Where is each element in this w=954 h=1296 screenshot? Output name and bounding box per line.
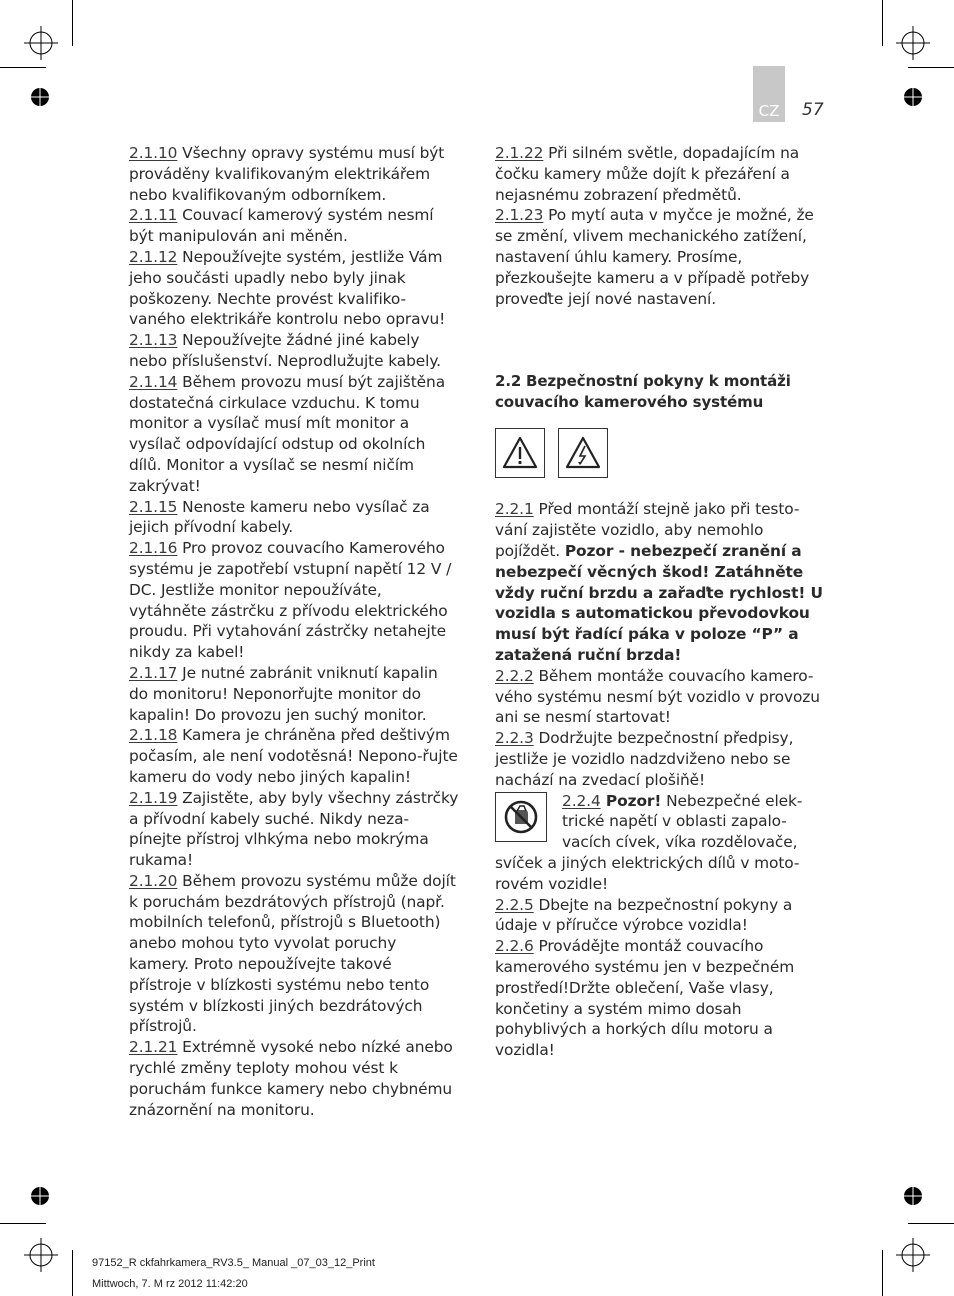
language-tab-label: CZ	[758, 102, 780, 120]
registration-mark-icon	[24, 26, 58, 60]
paragraph-number: 2.1.17	[129, 663, 178, 682]
section-heading-line2: couvacího kamerového systému	[495, 393, 764, 412]
paragraph-text: Před montáží stejně jako při testo-vání zajistěte vozidlo, aby nemohlo pojíždět.	[495, 500, 800, 560]
paragraph-2-1-11	[129, 205, 459, 247]
registration-mark-icon	[896, 1238, 930, 1272]
paragraph-text: Couvací kamerový systém nesmí být manipulován ani měněn.	[129, 206, 434, 246]
left-column	[129, 143, 459, 1120]
paragraph-2-2-1	[495, 499, 825, 665]
paragraph-number: 2.1.12	[129, 247, 178, 266]
paragraph-text: Je nutné zabránit vniknutí kapalin do monitoru! Neponorřujte monitor do kapalin! Do provozu jen suchý monitor.	[129, 663, 438, 724]
paragraph-number: 2.1.19	[129, 788, 178, 807]
footer-filename: 97152_R ckfahrkamera_RV3.5_ Manual _07_03_12_Print	[92, 1257, 375, 1269]
paragraph-text: Dbejte na bezpečnostní pokyny a údaje v příručce výrobce vozidla!	[495, 895, 793, 935]
paragraph-number: 2.1.10	[129, 144, 178, 162]
right-column	[495, 143, 825, 1061]
footer-timestamp: Mittwoch, 7. M rz 2012 11:42:20	[92, 1278, 248, 1290]
paragraph-2-2-2	[495, 666, 825, 728]
paragraph-2-1-10	[129, 143, 459, 205]
paragraph-text: Nebezpečné elek-trické napětí v oblasti zapalo-vacích cívek, víka rozdělovače, svíček a jiných elektrických dílů v moto-rovém vozidle!	[495, 791, 803, 893]
registration-dot-icon	[30, 87, 50, 107]
paragraph-text: Po mytí auta v myčce je možné, že se změní, vlivem mechanického zatížení, nastavení úhlu kamery. Prosíme, přezkoušejte kameru a v případě potřeby proveďte její nové nastavení.	[495, 206, 814, 308]
paragraph-text: Provádějte montáž couvacího kamerového systému jen v bezpečném prostředí!Držte oblečení, Vaše vlasy, končetiny a systém mimo dosah pohyblivých a horkých dílu motoru a vozidla!	[495, 937, 795, 1060]
paragraph-2-2-6	[495, 936, 825, 1061]
paragraph-2-1-12	[129, 247, 459, 330]
section-heading-number: 2.2	[495, 372, 522, 391]
crop-mark	[0, 1223, 46, 1224]
paragraph-2-2-4	[495, 791, 825, 895]
paragraph-2-1-13	[129, 330, 459, 372]
paragraph-bold-text: Pozor!	[600, 791, 662, 810]
paragraph-2-2-3	[495, 728, 825, 790]
registration-dot-icon	[903, 87, 923, 107]
crop-mark	[908, 67, 954, 68]
paragraph-number: 2.2.4	[562, 791, 601, 810]
paragraph-number: 2.1.21	[129, 1038, 178, 1057]
no-electric-contact-icon	[495, 792, 547, 842]
paragraph-number: 2.1.20	[129, 871, 178, 890]
paragraph-bold-text: Pozor - nebezpečí zranění a nebezpečí věcných škod! Zatáhněte vždy ruční brzdu a zařaďte rychlost! U vozidla s automatickou převodovkou musí být řadící páka v poloze “P” a zatažená ruční brzda!	[495, 541, 823, 664]
crop-mark	[908, 1223, 954, 1224]
crop-mark	[72, 0, 73, 46]
paragraph-text: Při silném světle, dopadajícím na čočku kamery může dojít k přezáření a nejasnému zobrazení předmětů.	[495, 144, 800, 204]
paragraph-text: Během provozu musí být zajištěna dostatečná cirkulace vzduchu. K tomu monitor a vysílač musí mít monitor a vysílač odpovídající odstup od okolních dílů. Monitor a vysílač se nesmí ničím zakrývat!	[129, 372, 446, 495]
paragraph-number: 2.2.5	[495, 895, 534, 914]
crop-mark	[882, 1250, 883, 1296]
right-column-top	[495, 143, 825, 309]
crop-mark	[72, 1250, 73, 1296]
paragraph-text: Během provozu systému může dojít k poruchám bezdrátových přístrojů (např. mobilních telefonů, přístrojů s Bluetooth) anebo mohou tyto vyvolat poruchy kamery. Proto nepoužívejte takové přístroje v blízkosti systému nebo tento systém v blízkosti jiných bezdrátových přístrojů.	[129, 871, 456, 1036]
paragraph-2-1-22	[495, 143, 825, 205]
high-voltage-icon	[558, 428, 608, 478]
warning-icons	[495, 428, 825, 478]
paragraph-number: 2.1.18	[129, 726, 178, 745]
paragraph-number: 2.1.15	[129, 497, 178, 516]
paragraph-number: 2.2.2	[495, 666, 534, 685]
paragraph-text: Pro provoz couvacího Kamerového systému je zapotřebí vstupní napětí 12 V / DC. Jestliže monitor nepoužíváte, vytáhněte zástrčku z přívodu elektrického proudu. Při vytahování zástrčky netahejte nikdy za kabel!	[129, 539, 452, 662]
paragraph-2-2-5	[495, 895, 825, 937]
paragraph-text: Kamera je chráněna před deštivým počasím, ale není vodotěsná! Nepono-řujte kameru do vody nebo jiných kapalin!	[129, 726, 458, 786]
page-number: 57	[802, 100, 824, 120]
registration-mark-icon	[24, 1238, 58, 1272]
paragraph-2-1-18	[129, 725, 459, 787]
paragraph-2-1-21	[129, 1037, 459, 1120]
paragraph-number: 2.1.16	[129, 539, 178, 558]
paragraph-2-1-15	[129, 497, 459, 539]
paragraph-2-1-14	[129, 372, 459, 497]
paragraph-2-1-17	[129, 663, 459, 725]
paragraph-2-1-20	[129, 871, 459, 1037]
paragraph-text: Extrémně vysoké nebo nízké anebo rychlé změny teploty mohou vést k poruchám funkce kamery nebo chybnému znázornění na monitoru.	[129, 1038, 453, 1119]
section-heading	[495, 371, 825, 392]
paragraph-text: Dodržujte bezpečnostní předpisy, jestliže je vozidlo nadzdviženo nebo se nachází na zvedací plošiňě!	[495, 729, 794, 789]
registration-dot-icon	[903, 1186, 923, 1206]
paragraph-number: 2.2.3	[495, 729, 534, 748]
paragraph-2-1-16	[129, 538, 459, 663]
warning-triangle-icon	[495, 428, 545, 478]
crop-mark	[0, 67, 46, 68]
paragraph-2-1-19	[129, 788, 459, 871]
registration-mark-icon	[896, 26, 930, 60]
paragraph-number: 2.1.13	[129, 331, 178, 350]
crop-mark	[882, 0, 883, 46]
paragraph-text: Nenoste kameru nebo vysílač za jejich přívodní kabely.	[129, 497, 430, 537]
paragraph-number: 2.1.23	[495, 206, 544, 225]
paragraph-text: Zajistěte, aby byly všechny zástrčky a přívodní kabely suché. Nikdy neza-pínejte přístroj vlhkýma nebo mokrýma rukama!	[129, 788, 459, 870]
paragraph-number: 2.1.14	[129, 372, 178, 391]
paragraph-number: 2.2.1	[495, 500, 534, 519]
paragraph-number: 2.2.6	[495, 937, 534, 956]
paragraph-text: Nepoužívejte systém, jestliže Vám jeho součásti upadly nebo byly jinak poškozeny. Nechte provést kvalifiko-vaného elektrikáře kontrolu nebo opravu!	[129, 247, 446, 329]
section-heading-line1: Bezpečnostní pokyny k montáži	[526, 372, 791, 391]
paragraph-number: 2.1.11	[129, 206, 178, 225]
paragraph-text: Všechny opravy systému musí být prováděny kvalifikovaným elektrikářem nebo kvalifikovaným odborníkem.	[129, 144, 445, 204]
paragraph-text: Během montáže couvacího kamero-vého systému nesmí být vozidlo v provozu ani se nesmí startovat!	[495, 666, 820, 727]
paragraph-number: 2.1.22	[495, 144, 544, 162]
paragraph-text: Nepoužívejte žádné jiné kabely nebo příslušenství. Neprodlužujte kabely.	[129, 331, 441, 370]
registration-dot-icon	[30, 1186, 50, 1206]
paragraph-2-1-23	[495, 205, 825, 309]
